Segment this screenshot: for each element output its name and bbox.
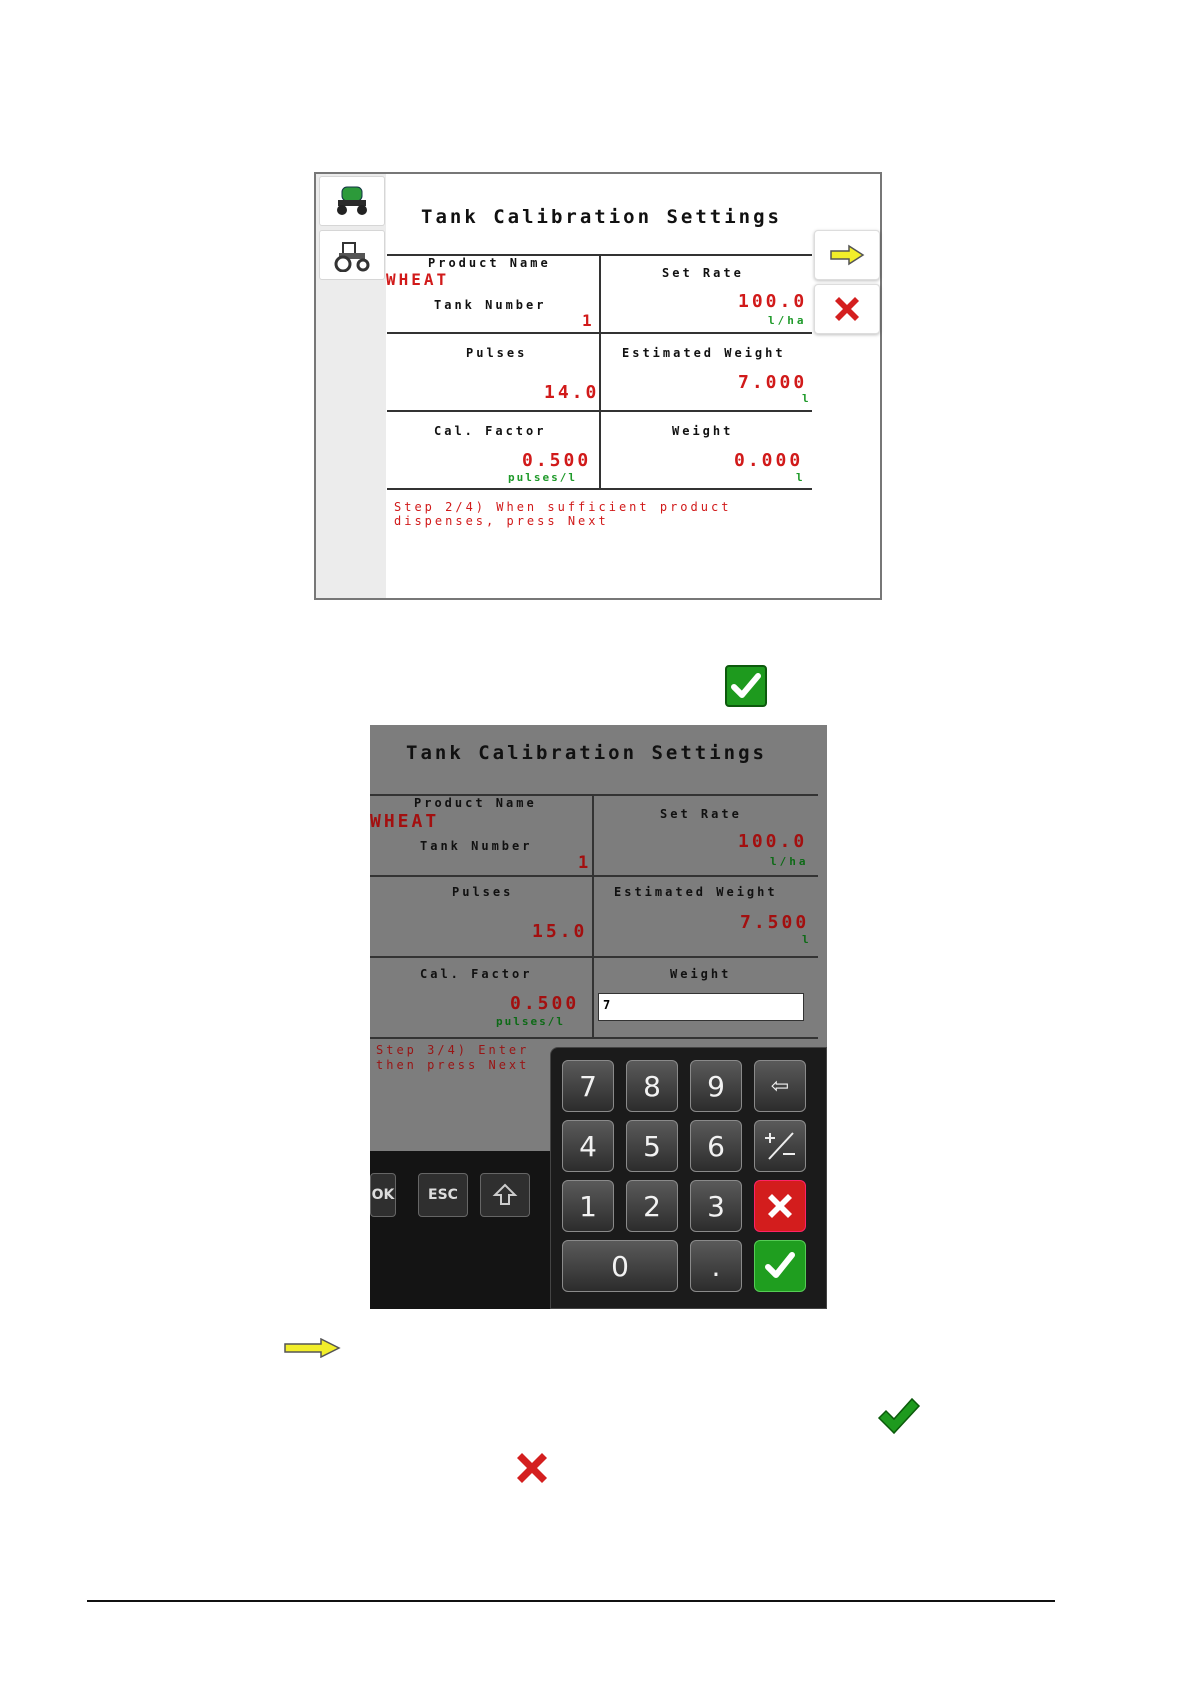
pulses-label: Pulses [452, 885, 514, 899]
cancel-x-icon [512, 1448, 552, 1492]
grid-line [599, 254, 601, 490]
weight-unit: l [796, 471, 803, 484]
step-instruction-line2: then press Next [376, 1058, 530, 1072]
tractor-icon [331, 238, 373, 272]
grid-line [370, 875, 818, 877]
tab-product-tank[interactable] [319, 176, 385, 226]
set-rate-label: Set Rate [662, 266, 744, 280]
key-7[interactable]: 7 [562, 1060, 614, 1112]
pulses-label: Pulses [466, 346, 528, 360]
cancel-x-icon [831, 293, 863, 325]
estimated-weight-value: 7.500 [740, 912, 810, 933]
set-rate-unit: l/ha [770, 855, 809, 868]
page-title: Tank Calibration Settings [406, 742, 767, 764]
esc-softkey[interactable]: ESC [418, 1173, 468, 1217]
plus-minus-key[interactable] [754, 1120, 806, 1172]
side-tab-bar [316, 174, 386, 598]
tank-number-label: Tank Number [420, 839, 533, 853]
tab-vehicle[interactable] [319, 230, 385, 280]
grid-line [370, 956, 818, 958]
estimated-weight-unit: l [802, 392, 809, 405]
check-mark-icon [876, 1396, 922, 1440]
step-instruction-line1: Step 3/4) Enter [376, 1043, 530, 1057]
plus-minus-icon [763, 1129, 797, 1163]
tank-calibration-screen-step2 [314, 172, 882, 600]
backspace-key[interactable] [754, 1060, 806, 1112]
cal-factor-value[interactable]: 0.500 [522, 450, 592, 471]
tank-number-label: Tank Number [434, 298, 547, 312]
set-rate-value[interactable]: 100.0 [738, 831, 808, 852]
key-2[interactable]: 2 [626, 1180, 678, 1232]
confirm-key[interactable] [754, 1240, 806, 1292]
product-name-label: Product Name [414, 796, 537, 810]
estimated-weight-label: Estimated Weight [614, 885, 778, 899]
weight-label: Weight [672, 424, 734, 438]
spreader-cart-icon [332, 184, 372, 218]
estimated-weight-label: Estimated Weight [622, 346, 786, 360]
estimated-weight-value: 7.000 [738, 372, 808, 393]
key-8[interactable]: 8 [626, 1060, 678, 1112]
shift-arrow-icon [492, 1182, 518, 1208]
cal-factor-unit: pulses/l [496, 1015, 565, 1028]
key-0[interactable]: 0 [562, 1240, 678, 1292]
check-icon [763, 1249, 797, 1283]
set-rate-label: Set Rate [660, 807, 742, 821]
step-instruction-line1: Step 2/4) When sufficient product [394, 500, 732, 514]
key-5[interactable]: 5 [626, 1120, 678, 1172]
key-3[interactable]: 3 [690, 1180, 742, 1232]
cancel-button[interactable] [814, 284, 880, 334]
ok-softkey[interactable]: OK [370, 1173, 396, 1217]
tank-number-value[interactable]: 1 [578, 853, 589, 873]
grid-line [370, 1037, 818, 1039]
pulses-value: 15.0 [532, 921, 588, 942]
backspace-arrow-icon: ⇦ [770, 1073, 790, 1099]
step-instruction-line2: dispenses, press Next [394, 514, 609, 528]
page-title: Tank Calibration Settings [421, 206, 782, 228]
confirm-checkbox-icon [725, 665, 767, 707]
key-9[interactable]: 9 [690, 1060, 742, 1112]
weight-label: Weight [670, 967, 732, 981]
tank-calibration-screen-step3 [370, 725, 827, 1309]
next-arrow-icon [283, 1338, 341, 1362]
product-name-value[interactable]: WHEAT [370, 811, 440, 832]
estimated-weight-unit: l [802, 933, 809, 946]
grid-line [592, 794, 594, 1039]
key-decimal[interactable]: . [690, 1240, 742, 1292]
product-name-label: Product Name [428, 256, 551, 270]
key-6[interactable]: 6 [690, 1120, 742, 1172]
pulses-value: 14.0 [544, 382, 600, 403]
set-rate-value[interactable]: 100.0 [738, 291, 808, 312]
cancel-key[interactable] [754, 1180, 806, 1232]
cal-factor-value[interactable]: 0.500 [510, 993, 580, 1014]
weight-input[interactable]: 7 [598, 993, 804, 1021]
tank-number-value[interactable]: 1 [582, 311, 592, 330]
key-1[interactable]: 1 [562, 1180, 614, 1232]
footer-rule [87, 1600, 1055, 1602]
weight-value[interactable]: 0.000 [734, 450, 804, 471]
cancel-x-icon [764, 1190, 796, 1222]
next-button[interactable] [814, 230, 880, 280]
set-rate-unit: l/ha [768, 314, 807, 327]
cal-factor-label: Cal. Factor [434, 424, 547, 438]
shift-softkey[interactable] [480, 1173, 530, 1217]
key-4[interactable]: 4 [562, 1120, 614, 1172]
product-name-value[interactable]: WHEAT [386, 270, 450, 289]
next-arrow-icon [829, 244, 865, 266]
cal-factor-label: Cal. Factor [420, 967, 533, 981]
cal-factor-unit: pulses/l [508, 471, 577, 484]
